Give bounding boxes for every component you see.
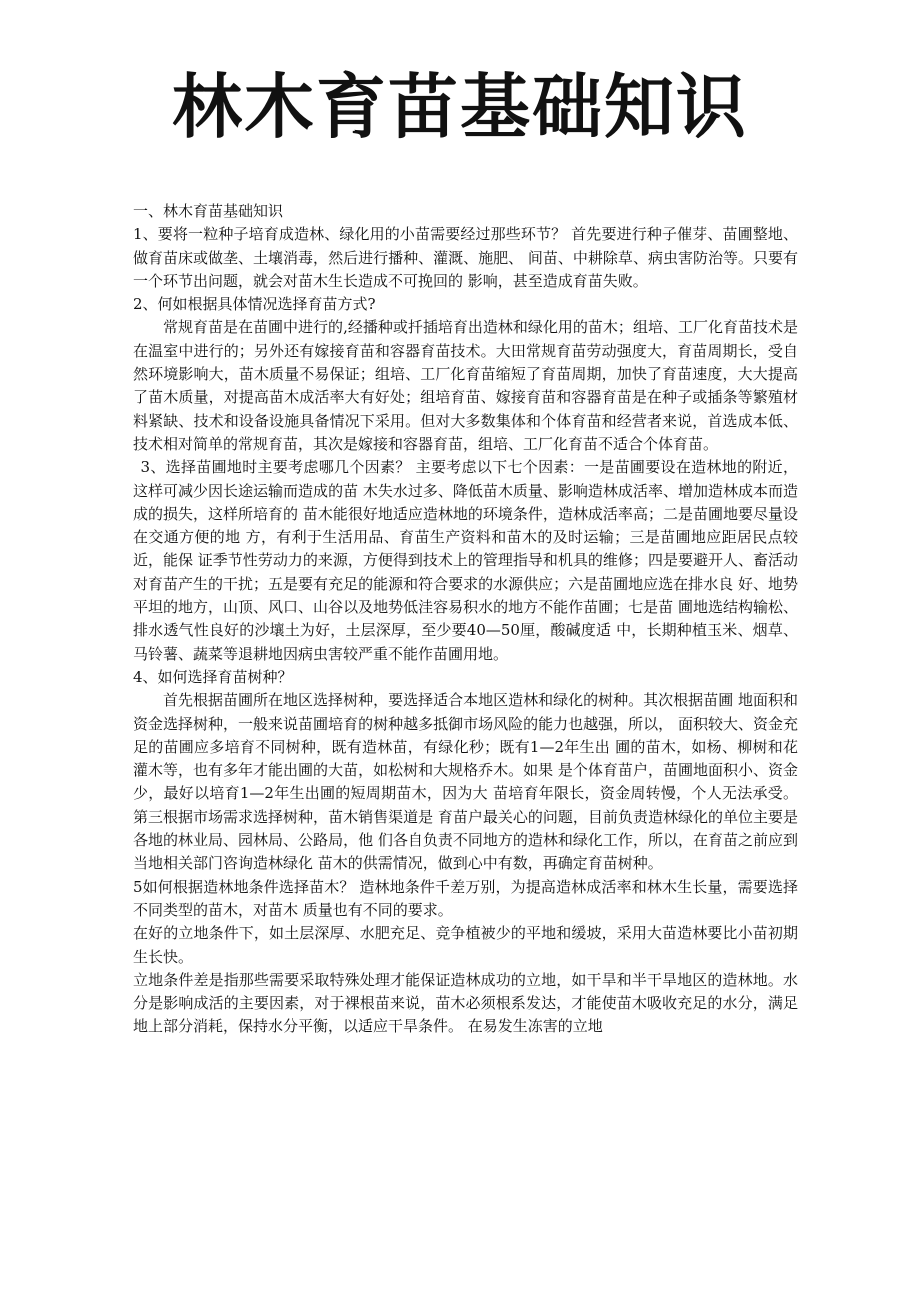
section-heading: 一、林木育苗基础知识	[133, 202, 284, 220]
paragraph-q5: 5如何根据造林地条件选择苗木？ 造林地条件千差万别，为提高造林成活率和林木生长量，需要选择不同类型的苗木，对苗木 质量也有不同的要求。	[133, 877, 798, 919]
document-title: 林木育苗基础知识	[172, 66, 748, 148]
paragraph-poor-site: 立地条件差是指那些需要采取特殊处理才能保证造林成功的立地，如干旱和半干旱地区的造林地。水分是影响成活的主要因素，对于裸根苗来说，苗木必须根系发达，才能使苗木吸收充足的水分，满足地上部分消耗，保持水分平衡，以适应干旱条件。 在易发生冻害的立地	[133, 970, 798, 1036]
document-body	[133, 200, 798, 1039]
paragraph-a4: 首先根据苗圃所在地区选择树种，要选择适合本地区造林和绿化的树种。其次根据苗圃 地面积和资金选择树种，一般来说苗圃培育的树种越多抵御市场风险的能力也越强，所以， 面积较大、资金充足的苗圃应多培育不同树种，既有造林苗，有绿化秒；既有1—2年生出 圃的苗木，如杨、柳树和花灌木等，也有多年才能出圃的大苗，如松树和大规格乔木。如果 是个体育苗户，苗圃地面积小、资金少，最好以培育1—2年生出圃的短周期苗木，因为大 苗培育年限长，资金周转慢，个人无法承受。第三根据市场需求选择树种，苗木销售渠道是 育苗户最关心的问题，目前负责造林绿化的单位主要是各地的林业局、园林局、公路局，他 们各自负责不同地方的造林和绿化工作，所以，在育苗之前应到当地相关部门咨询造林绿化 苗木的供需情况，做到心中有数，再确定育苗树种。	[133, 691, 798, 873]
paragraph-a2: 常规育苗是在苗圃中进行的,经播种或扦插培育出造林和绿化用的苗木；组培、工厂化育苗技术是在温室中进行的；另外还有嫁接育苗和容器育苗技术。大田常规育苗劳动强度大，育苗周期长，受自然环境影响大，苗木质量不易保证；组培、工厂化育苗缩短了育苗周期，加快了育苗速度，大大提高了苗木质量，对提高苗木成活率大有好处；组培育苗、嫁接育苗和容器育苗是在种子或插条等繁殖材料紧缺、技术和设备设施具备情况下采用。但对大多数集体和个体育苗和经营者来说，首选成本低、技术相对简单的常规育苗，其次是嫁接和容器育苗，组培、工厂化育苗不适合个体育苗。	[133, 318, 798, 453]
paragraph-good-site: 在好的立地条件下，如土层深厚、水肥充足、竞争植被少的平地和缓坡，采用大苗造林要比小苗初期生长快。	[133, 924, 798, 966]
question-heading-2: 2、何如根据具体情况选择育苗方式?	[133, 295, 376, 314]
paragraph-q3: 3、选择苗圃地时主要考虑哪几个因素？ 主要考虑以下七个因素：一是苗圃要设在造林地的附近，这样可减少因长途运输而造成的苗 木失水过多、降低苗木质量、影响造林成活率、增加造林成本而造成的损失，这样所培育的 苗木能很好地适应造林地的环境条件，造林成活率高；二是苗圃地要尽量设在交通方便的地 方，有利于生活用品、育苗生产资料和苗木的及时运输；三是苗圃地应距居民点较近，能保 证季节性劳动力的来源，方便得到技术上的管理指导和机具的维修；四是要避开人、畜活动 对育苗产生的干扰；五是要有充足的能源和符合要求的水源供应；六是苗圃地应选在排水良 好、地势平坦的地方，山顶、风口、山谷以及地势低洼容易积水的地方不能作苗圃；七是苗 圃地选结构输松、排水透气性良好的沙壤土为好，土层深厚，至少要40—50厘，酸碱度适 中，长期种植玉米、烟草、马铃薯、蔬菜等退耕地因病虫害较严重不能作苗圃用地。	[133, 458, 798, 663]
question-heading-4: 4、如何选择育苗树种？	[133, 667, 293, 686]
paragraph-q1: 1、要将一粒种子培育成造林、绿化用的小苗需要经过那些环节？ 首先要进行种子催芽、苗圃整地、做育苗床或做垄、土壤消毒，然后进行播种、灌溉、施肥、 间苗、中耕除草、病虫害防治等。只要有一个环节出问题，就会对苗木生长造成不可挽回的 影响，甚至造成育苗失败。	[133, 225, 798, 290]
